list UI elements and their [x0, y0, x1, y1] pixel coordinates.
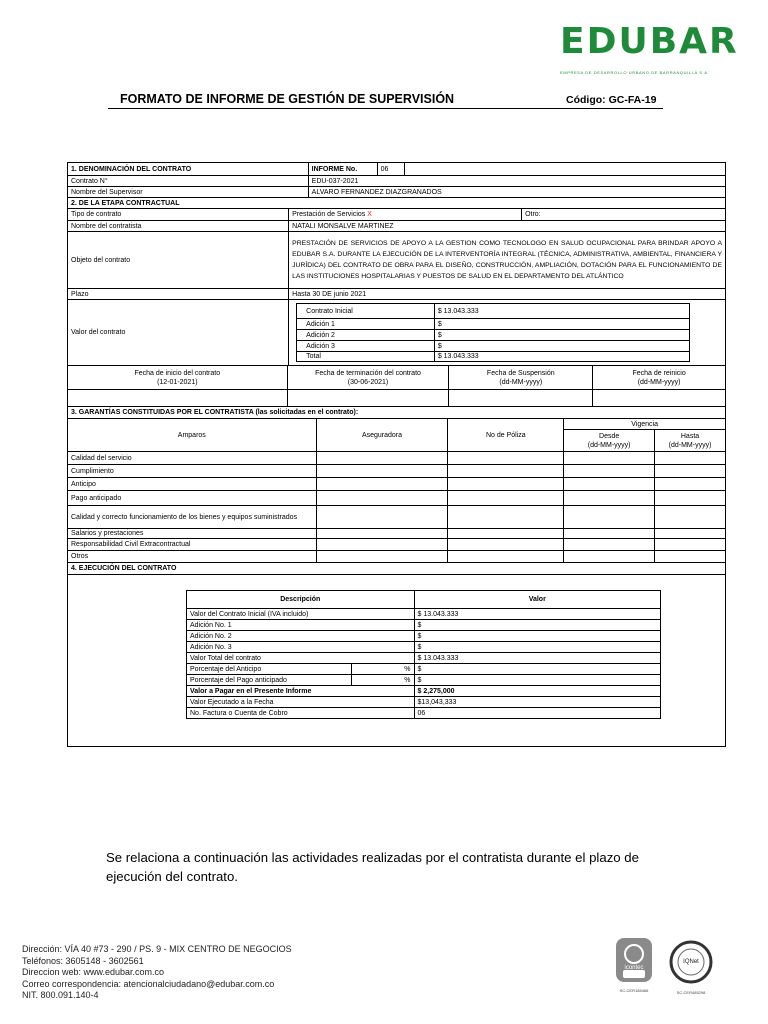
col-valor: Valor [414, 591, 660, 609]
section-4-table [67, 562, 726, 747]
dates-table [67, 365, 726, 407]
ejecucion-row-pct: % [351, 675, 414, 686]
valor-row-value: $ [434, 330, 689, 341]
ejecucion-row-value: $ 13.043.333 [414, 609, 660, 620]
footer-contact [22, 944, 292, 1002]
tipo-value [289, 209, 522, 221]
iqnet-label: IQNet [683, 959, 699, 965]
supervisor-label: Nombre del Supervisor [68, 187, 309, 198]
fecha-reinicio [593, 366, 726, 390]
col-poliza: No de Póliza [448, 419, 564, 452]
fecha-inicio [68, 366, 288, 390]
col-desde-label: Desde [599, 432, 620, 440]
otro-label: Otro: [522, 209, 726, 221]
fecha-terminacion [287, 366, 449, 390]
amparo-row: Calidad y correcto funcionamiento de los bienes y equipos suministrados [68, 506, 317, 529]
ejecucion-row-value: $ 2,275,000 [414, 686, 660, 697]
valor-row-value: $ 13.043.333 [434, 352, 689, 362]
valor-row-label: Contrato Inicial [297, 304, 435, 319]
ejecucion-table [186, 590, 661, 719]
ejecucion-row-label: Porcentaje del Pago anticipado [187, 675, 352, 686]
ejecucion-row-value: $ [414, 642, 660, 653]
ejecucion-row-value: $ [414, 631, 660, 642]
fecha-susp-label: Fecha de Suspensión [486, 369, 555, 377]
ejecucion-row-label: Valor del Contrato Inicial (IVA incluido) [187, 609, 415, 620]
ejecucion-row-label: Valor Total del contrato [187, 653, 415, 664]
valor-row-label: Adición 3 [297, 341, 435, 352]
ejecucion-row-label: Adición No. 2 [187, 631, 415, 642]
amparo-row: Anticipo [68, 478, 317, 491]
fecha-term-label: Fecha de terminación del contrato [315, 369, 421, 377]
ejecucion-row-label: Valor a Pagar en el Presente Informe [187, 686, 415, 697]
supervisor-value: ALVARO FERNANDEZ DIAZGRANADOS [308, 187, 725, 198]
iqnet-code: SC-CER485298 [676, 990, 706, 995]
col-descripcion: Descripción [187, 591, 415, 609]
amparo-row: Calidad del servicio [68, 452, 317, 465]
ejecucion-row-label: Porcentaje del Anticipo [187, 664, 352, 675]
col-aseguradora: Aseguradora [316, 419, 448, 452]
amparo-row: Salarios y prestaciones [68, 529, 317, 539]
amparo-row: Pago anticipado [68, 491, 317, 506]
iqnet-badge [666, 940, 716, 995]
contratista-value: NATALI MONSALVE MARTINEZ [289, 221, 726, 232]
icontec-code: SC-CER185466 [619, 988, 649, 993]
plazo-value: Hasta 30 DE junio 2021 [289, 289, 726, 300]
main-form [67, 162, 726, 747]
col-vigencia: Vigencia [564, 419, 726, 430]
ejecucion-row-pct: % [351, 664, 414, 675]
title-underline [108, 108, 663, 109]
objeto-value: PRESTACIÓN DE SERVICIOS DE APOYO A LA GESTION COMO TECNOLOGO EN SALUD OCUPACIONAL PARA BRINDAR APOYO A EDUBAR S.A. DURANTE LA EJECUCIÓN DE LA INTERVENTORÍA INTEGRAL (TÉCNICA, ADMINISTRATIVA, AMBIENTAL, FINANCIERA Y JURÍDICA) DEL CONTRATO DE OBRA PARA EL DISEÑO, CONSTRUCCIÓN, AMPLIACIÓN, DOTACIÓN PARA EL FUNCIONAMIENTO DE LAS INSTITUCIONES HOSPITALARIAS Y PUESTOS DE SALUD EN EL DEPARTAMENTO DEL ATLÁNTICO [289, 232, 726, 289]
valor-row-label: Total [297, 352, 435, 362]
logo-text: EDUBAR [560, 21, 739, 62]
informe-label: INFORME No. [308, 163, 377, 176]
footer-line: Dirección: VÍA 40 #73 - 290 / PS. 9 - MIX CENTRO DE NEGOCIOS [22, 944, 292, 954]
ejecucion-row-label: Adición No. 1 [187, 620, 415, 631]
col-hasta-format: (dd-MM-yyyy) [668, 441, 712, 449]
icontec-label: icontec [624, 965, 644, 971]
contratista-label: Nombre del contratista [68, 221, 289, 232]
edubar-logo [560, 21, 739, 82]
tipo-mark: X [367, 211, 372, 218]
valor-row-value: $ 13.043.333 [434, 304, 689, 319]
contrato-label: Contrato N° [68, 176, 309, 187]
contrato-value: EDU-037-2021 [308, 176, 725, 187]
valor-row-value: $ [434, 319, 689, 330]
section-3-heading: 3. GARANTÍAS CONSTITUIDAS POR EL CONTRATISTA (las solicitadas en el contrato): [68, 407, 726, 419]
icontec-icon [612, 938, 656, 986]
fecha-inicio-label: Fecha de inicio del contrato [134, 369, 221, 377]
icontec-badge [612, 938, 656, 994]
amparo-row: Responsabilidad Civil Extracontractual [68, 539, 317, 551]
ejecucion-row-value: 06 [414, 708, 660, 719]
fecha-rein-value: (dd-MM-yyyy) [637, 378, 681, 386]
amparo-row: Otros [68, 551, 317, 563]
footer-line: NIT. 800.091.140-4 [22, 990, 99, 1000]
valor-row-label: Adición 2 [297, 330, 435, 341]
valor-table [296, 303, 690, 362]
ejecucion-row-value: $ 13.043.333 [414, 653, 660, 664]
section-1-heading: 1. DENOMINACIÓN DEL CONTRATO [68, 163, 309, 176]
valor-label: Valor del contrato [68, 300, 289, 366]
plazo-label: Plazo [68, 289, 289, 300]
tipo-label: Tipo de contrato [68, 209, 289, 221]
col-desde [564, 430, 655, 452]
footer-line: Direccion web: www.edubar.com.co [22, 967, 165, 977]
section-1-table [67, 162, 726, 198]
fecha-suspension [449, 366, 593, 390]
section-3-table [67, 406, 726, 563]
ejecucion-row-label: Valor Ejecutado a la Fecha [187, 697, 415, 708]
col-amparos: Amparos [68, 419, 317, 452]
tipo-text: Prestación de Servicios [292, 211, 366, 218]
ejecucion-row-value: $13,043,333 [414, 697, 660, 708]
activities-paragraph: Se relaciona a continuación las actividades realizadas por el contratista durante el plazo de ejecución del contrato. [106, 850, 639, 884]
amparo-row: Cumplimiento [68, 465, 317, 478]
informe-value: 06 [378, 163, 405, 175]
section-4-heading: 4. EJECUCIÓN DEL CONTRATO [68, 563, 726, 575]
ejecucion-row-value: $ [414, 620, 660, 631]
fecha-rein-label: Fecha de reinicio [632, 369, 686, 377]
col-desde-format: (dd-MM-yyyy) [587, 441, 631, 449]
fecha-susp-value: (dd-MM-yyyy) [499, 378, 543, 386]
valor-row-value: $ [434, 341, 689, 352]
form-title: FORMATO DE INFORME DE GESTIÓN DE SUPERVISIÓN [120, 92, 455, 106]
fecha-term-value: (30-06-2021) [347, 378, 389, 386]
form-code: Código: GC-FA-19 [566, 94, 657, 106]
col-hasta [655, 430, 726, 452]
ejecucion-row-label: Adición No. 3 [187, 642, 415, 653]
ejecucion-row-value: $ [414, 664, 660, 675]
footer-line: Teléfonos: 3605148 - 3602561 [22, 955, 144, 966]
objeto-label: Objeto del contrato [68, 232, 289, 289]
fecha-inicio-value: (12-01-2021) [157, 378, 198, 386]
logo-subtitle: EMPRESA DE DESARROLLO URBANO DE BARRANQUILLA S.A. [560, 70, 710, 75]
ejecucion-row-value: $ [414, 675, 660, 686]
valor-row-label: Adición 1 [297, 319, 435, 330]
col-hasta-label: Hasta [680, 432, 700, 440]
section-2-heading: 2. DE LA ETAPA CONTRACTUAL [68, 198, 726, 209]
ejecucion-row-label: No. Factura o Cuenta de Cobro [187, 708, 415, 719]
footer-line: Correo correspondencia: atencionalciudadano@edubar.com.co [22, 978, 275, 989]
section-2-table [67, 197, 726, 366]
